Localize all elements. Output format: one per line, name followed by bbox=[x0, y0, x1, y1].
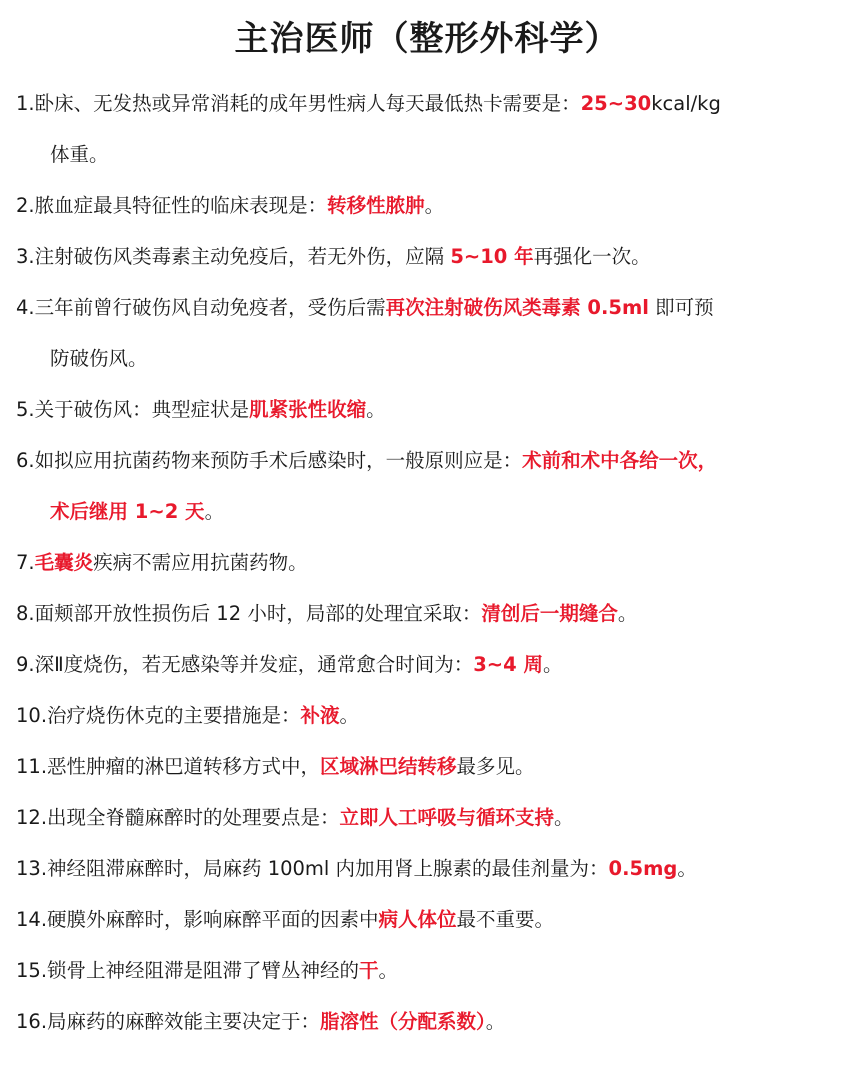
question-text: 。 bbox=[424, 194, 445, 217]
question-text: 1.卧床、无发热或异常消耗的成年男性病人每天最低热卡需要是： bbox=[16, 92, 581, 115]
question-text: 。 bbox=[204, 500, 225, 523]
answer-highlight: 转移性脓肿 bbox=[327, 194, 425, 217]
list-item bbox=[16, 78, 838, 180]
answer-highlight: 干 bbox=[359, 959, 379, 982]
list-item bbox=[16, 384, 838, 435]
question-text: 。 bbox=[542, 653, 563, 676]
list-item bbox=[16, 639, 838, 690]
question-list bbox=[16, 78, 838, 1047]
question-text: 12.出现全脊髓麻醉时的处理要点是： bbox=[16, 806, 340, 829]
answer-highlight: 区域淋巴结转移 bbox=[320, 755, 457, 778]
question-text: 最多见。 bbox=[456, 755, 535, 778]
list-item-line bbox=[16, 245, 651, 268]
list-item bbox=[16, 792, 838, 843]
answer-highlight: 肌紧张性收缩 bbox=[249, 398, 367, 421]
list-item-line bbox=[16, 602, 637, 625]
question-text: 。 bbox=[554, 806, 574, 829]
list-item bbox=[16, 588, 838, 639]
question-text: 3.注射破伤风类毒素主动免疫后，若无外伤，应隔 bbox=[16, 245, 451, 268]
list-item-continuation bbox=[16, 486, 838, 537]
question-text: 。 bbox=[485, 1010, 506, 1033]
list-item bbox=[16, 894, 838, 945]
list-item-line bbox=[16, 755, 535, 778]
list-item-line bbox=[16, 704, 359, 727]
answer-highlight: 0.5mg bbox=[608, 857, 678, 880]
list-item bbox=[16, 741, 838, 792]
list-item bbox=[16, 537, 838, 588]
question-text: 13.神经阻滞麻醉时，局麻药 100ml 内加用肾上腺素的最佳剂量为： bbox=[16, 857, 609, 880]
question-text: 7. bbox=[16, 551, 35, 574]
list-item bbox=[16, 690, 838, 741]
answer-highlight: 毛囊炎 bbox=[34, 551, 94, 574]
list-item-line bbox=[16, 92, 721, 115]
answer-highlight: 立即人工呼吸与循环支持 bbox=[339, 806, 555, 829]
question-text: 。 bbox=[617, 602, 638, 625]
question-text: 再强化一次。 bbox=[533, 245, 651, 268]
list-item bbox=[16, 996, 838, 1047]
question-text: 8.面颊部开放性损伤后 12 小时，局部的处理宜采取： bbox=[16, 602, 482, 625]
page-title: 主治医师（整形外科学） bbox=[234, 19, 620, 59]
answer-highlight: 术前和术中各给一次， bbox=[522, 449, 718, 472]
list-item bbox=[16, 282, 838, 384]
list-item-line bbox=[16, 449, 717, 472]
question-text: 体重。 bbox=[50, 143, 109, 166]
list-item-continuation bbox=[16, 129, 838, 180]
list-item-line bbox=[16, 857, 697, 880]
list-item bbox=[16, 231, 838, 282]
list-item-line bbox=[16, 398, 386, 421]
question-text: 16.局麻药的麻醉效能主要决定于： bbox=[16, 1010, 321, 1033]
question-text: 15.锁骨上神经阻滞是阻滞了臂丛神经的 bbox=[16, 959, 360, 982]
list-item-line bbox=[16, 551, 308, 574]
list-item-line bbox=[16, 194, 444, 217]
answer-highlight: 5~10 年 bbox=[450, 245, 534, 268]
list-item-line bbox=[16, 296, 714, 319]
question-text: 。 bbox=[339, 704, 360, 727]
question-text: 14.硬膜外麻醉时，影响麻醉平面的因素中 bbox=[16, 908, 379, 931]
list-item bbox=[16, 435, 838, 537]
answer-highlight: 病人体位 bbox=[378, 908, 457, 931]
question-text: 最不重要。 bbox=[456, 908, 555, 931]
answer-highlight: 25~30 bbox=[580, 92, 652, 115]
list-item-line bbox=[16, 806, 574, 829]
answer-highlight: 术后继用 1~2 天 bbox=[50, 500, 205, 523]
question-text: 5.关于破伤风：典型症状是 bbox=[16, 398, 250, 421]
question-text: kcal/kg bbox=[651, 92, 721, 115]
list-item bbox=[16, 180, 838, 231]
question-text: 10.治疗烧伤休克的主要措施是： bbox=[16, 704, 301, 727]
list-item-line bbox=[16, 653, 562, 676]
answer-highlight: 清创后一期缝合 bbox=[481, 602, 618, 625]
question-text: 。 bbox=[677, 857, 697, 880]
answer-highlight: 脂溶性（分配系数） bbox=[320, 1010, 486, 1033]
list-item bbox=[16, 843, 838, 894]
question-text: 疾病不需应用抗菌药物。 bbox=[93, 551, 308, 574]
question-text: 9.深Ⅱ度烧伤，若无感染等并发症，通常愈合时间为： bbox=[16, 653, 474, 676]
answer-highlight: 补液 bbox=[300, 704, 340, 727]
list-item-continuation bbox=[16, 333, 838, 384]
question-text: 防破伤风。 bbox=[50, 347, 148, 370]
list-item bbox=[16, 945, 838, 996]
question-text: 4.三年前曾行破伤风自动免疫者，受伤后需 bbox=[16, 296, 386, 319]
answer-highlight: 3~4 周 bbox=[473, 653, 543, 676]
list-item-line bbox=[16, 908, 554, 931]
list-item-line bbox=[16, 959, 398, 982]
question-text: 6.如拟应用抗菌药物来预防手术后感染时，一般原则应是： bbox=[16, 449, 523, 472]
question-text: 。 bbox=[378, 959, 399, 982]
question-text: 2.脓血症最具特征性的临床表现是： bbox=[16, 194, 328, 217]
question-text: 。 bbox=[366, 398, 386, 421]
answer-highlight: 再次注射破伤风类毒素 0.5ml bbox=[385, 296, 649, 319]
list-item-line bbox=[16, 1010, 505, 1033]
question-text: 11.恶性肿瘤的淋巴道转移方式中， bbox=[16, 755, 321, 778]
question-text: 即可预 bbox=[648, 296, 714, 319]
